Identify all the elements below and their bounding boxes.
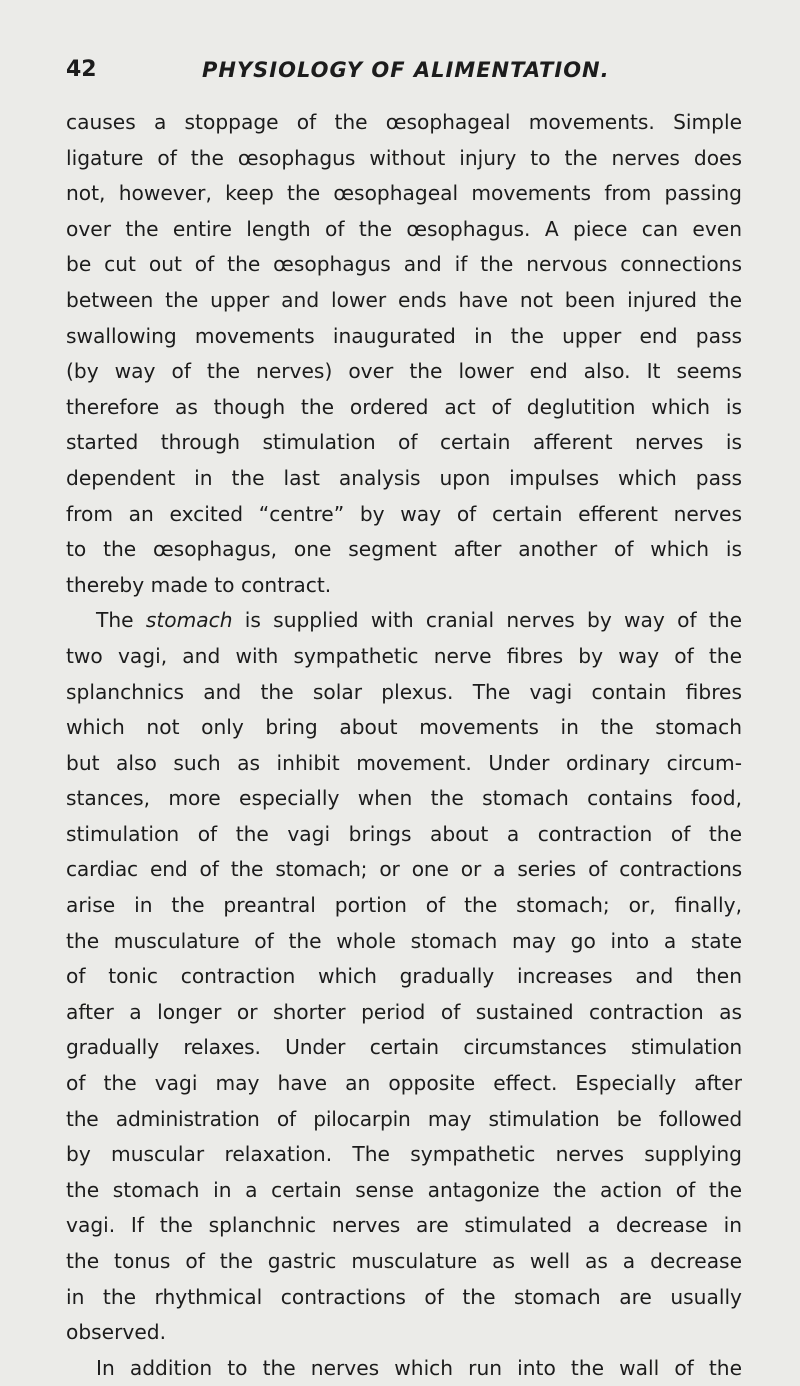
text-line: over the entire length of the œsophagus. A piece can even [66,216,742,241]
text-line: swallowing movements inaugurated in the upper end pass [66,323,742,348]
page-number: 42 [66,57,97,82]
text-line: (by way of the nerves) over the lower end also. It seems [66,359,742,384]
text-line: arise in the preantral portion of the stomach; or, finally, [66,893,742,918]
text-line: the tonus of the gastric musculature as well as a decrease [66,1249,742,1273]
text-line: of the vagi may have an opposite effect. Especially after [66,1071,742,1096]
running-head: PHYSIOLOGY OF ALIMENTATION. [202,58,610,82]
text-line: In addition to the nerves which run into the wall of the [96,1355,742,1380]
text-line: thereby made to contract. [66,572,332,597]
text-line: gradually relaxes. Under certain circumstances stimulation [66,1035,742,1060]
text-line: ligature of the œsophagus without injury to the nerves does [66,145,742,170]
text-line: by muscular relaxation. The sympathetic nerves supplying [66,1142,742,1167]
text-line: but also such as inhibit movement. Under ordinary circum- [66,750,742,775]
text-line: stimulation of the vagi brings about a contraction of the [66,821,742,846]
text-line: cardiac end of the stomach; or one or a series of contractions [66,857,742,882]
text-line: of tonic contraction which gradually increases and then [66,964,742,989]
text-line: be cut out of the œsophagus and if the nervous connections [66,252,742,277]
text-line: therefore as though the ordered act of deglutition which is [66,394,742,419]
text-line: vagi. If the splanchnic nerves are stimulated a decrease in [66,1213,742,1238]
text-line: after a longer or shorter period of sustained contraction as [66,999,742,1024]
text-line: causes a stoppage of the œsophageal movements. Simple [66,110,742,134]
text-fragment: The [96,608,146,633]
text-fragment: is supplied with cranial nerves by way of the [232,608,742,633]
text-line: two vagi, and with sympathetic nerve fibres by way of the [66,643,742,668]
text-line [66,603,742,639]
text-line: in the rhythmical contractions of the stomach are usually [66,1284,742,1309]
text-line: not, however, keep the œsophageal movements from passing [66,181,742,206]
text-line: the stomach in a certain sense antagonize the action of the [66,1177,742,1202]
text-line: from an excited “centre” by way of certain efferent nerves [66,501,742,526]
text-line: dependent in the last analysis upon impulses which pass [66,465,742,490]
text-line: stances, more especially when the stomach contains food, [66,786,742,811]
text-line: between the upper and lower ends have not been injured the [66,287,742,312]
text-line: to the œsophagus, one segment after another of which is [66,537,742,562]
text-line: which not only bring about movements in the stomach [66,715,742,740]
text-line: observed. [66,1320,167,1345]
text-line: the musculature of the whole stomach may go into a state [66,928,742,953]
page-header [66,56,738,86]
italic-term: stomach [145,608,233,633]
text-line: splanchnics and the solar plexus. The vagi contain fibres [66,679,742,704]
text-line: the administration of pilocarpin may stimulation be followed [66,1106,742,1131]
text-line: started through stimulation of certain afferent nerves is [66,430,742,455]
body-text [66,105,742,1386]
